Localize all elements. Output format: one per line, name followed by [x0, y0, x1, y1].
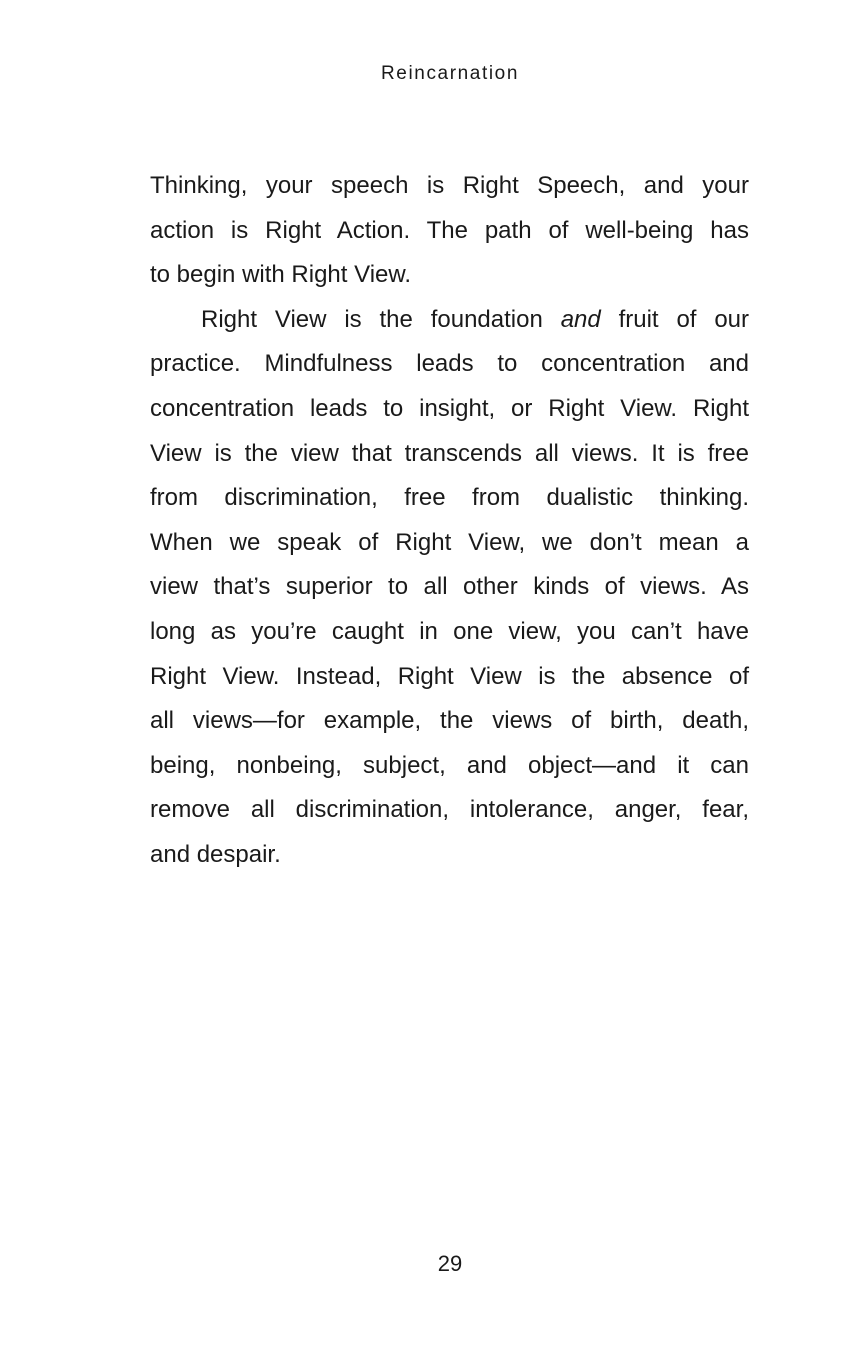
text-line: to begin with Right View. — [150, 261, 412, 289]
text-line: being, nonbeing, subject, and object—and it can — [150, 751, 749, 779]
text-line: practice. Mindfulness leads to concentration and — [150, 350, 749, 378]
text-line: action is Right Action. The path of well-being has — [150, 216, 749, 244]
text-line: long as you’re caught in one view, you can’t have — [150, 617, 749, 645]
paragraph-first-line — [150, 298, 749, 343]
text-line: concentration leads to insight, or Right View. Right — [150, 394, 749, 422]
text-line: When we speak of Right View, we don’t mean a — [150, 528, 749, 556]
text-line: View is the view that transcends all views. It is free — [150, 439, 749, 467]
text-run: Right View is the foundation — [201, 305, 561, 333]
page-number: 29 — [437, 1251, 463, 1276]
text-line: and despair. — [150, 840, 281, 868]
text-line: remove all discrimination, intolerance, anger, fear, — [150, 796, 749, 824]
text-line: view that’s superior to all other kinds of views. As — [150, 573, 749, 601]
running-head: Reincarnation — [380, 63, 520, 84]
italic-emphasis: and — [560, 305, 601, 333]
text-line: Thinking, your speech is Right Speech, and your — [150, 172, 749, 199]
text-line: from discrimination, free from dualistic thinking. — [150, 484, 749, 512]
text-line: all views—for example, the views of birth, death, — [150, 707, 749, 735]
text-line: Right View. Instead, Right View is the absence of — [150, 662, 749, 690]
text-run: fruit of our — [600, 305, 750, 333]
body-text — [150, 164, 749, 878]
